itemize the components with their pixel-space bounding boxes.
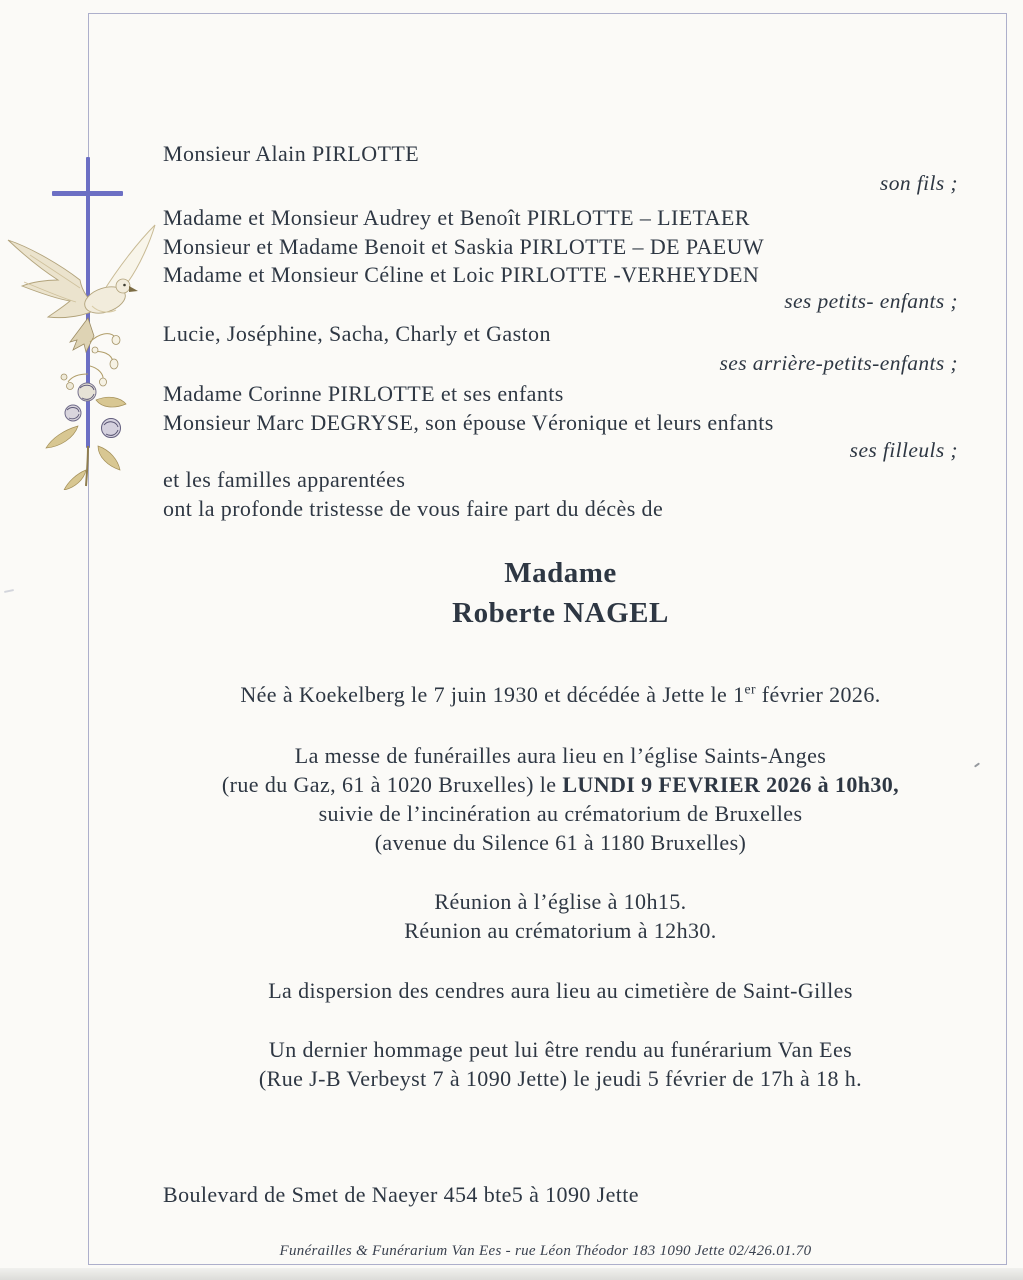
reunion-line: Réunion au crématorium à 12h30. <box>404 918 717 943</box>
mourner-name-line: Madame Corinne PIRLOTTE et ses enfants <box>163 381 564 406</box>
relation-label-great-grandchildren: ses arrière-petits-enfants ; <box>719 351 958 375</box>
ceremony-date-bold: LUNDI 9 FEVRIER 2026 à 10h30, <box>562 772 900 797</box>
funeral-home-footer: Funérailles & Funérarium Van Ees - rue Léon Théodor 183 1090 Jette 02/426.01.70 <box>279 1243 812 1259</box>
closing-line: ont la profonde tristesse de vous faire part du décès de <box>163 496 664 521</box>
closing-line: et les familles apparentées <box>163 467 406 492</box>
ceremony-line: suivie de l’incinération au crématorium de Bruxelles <box>318 801 803 826</box>
reunion-line: Réunion à l’église à 10h15. <box>434 889 687 914</box>
birth-death-text: Née à Koekelberg le 7 juin 1930 et décédée à Jette le 1 <box>240 682 745 707</box>
birth-death-line <box>163 681 958 708</box>
dove-icon <box>8 225 155 352</box>
scan-speck <box>4 589 14 593</box>
relation-label-son: son fils ; <box>879 171 958 195</box>
address-line: Boulevard de Smet de Naeyer 454 bte5 à 1090 Jette <box>163 1182 639 1207</box>
dispersion-line: La dispersion des cendres aura lieu au cimetière de Saint-Gilles <box>268 978 853 1003</box>
ceremony-line <box>163 771 958 798</box>
relation-label-grandchildren: ses petits- enfants ; <box>784 289 958 313</box>
deceased-title: Madame <box>504 557 617 589</box>
ceremony-line: La messe de funérailles aura lieu en l’église Saints-Anges <box>294 743 827 768</box>
mourner-name-line: Monsieur et Madame Benoit et Saskia PIRLOTTE – DE PAEUW <box>163 234 765 259</box>
deceased-name: Roberte NAGEL <box>452 597 669 629</box>
scan-edge-shadow <box>0 1268 1023 1280</box>
ordinal-superscript: er <box>744 681 756 697</box>
cross-dove-decoration <box>0 130 180 490</box>
hommage-line: Un dernier hommage peut lui être rendu au funérarium Van Ees <box>268 1037 853 1062</box>
mourner-name-line: Monsieur Marc DEGRYSE, son épouse Véronique et leurs enfants <box>163 410 774 435</box>
mourner-name-line: Lucie, Joséphine, Sacha, Charly et Gaston <box>163 321 551 346</box>
mourner-name-line: Madame et Monsieur Céline et Loic PIRLOTTE -VERHEYDEN <box>163 262 760 287</box>
mourner-name-line: Madame et Monsieur Audrey et Benoît PIRLOTTE – LIETAER <box>163 205 750 230</box>
ceremony-line: (avenue du Silence 61 à 1180 Bruxelles) <box>374 830 747 855</box>
ceremony-text: (rue du Gaz, 61 à 1020 Bruxelles) le <box>221 772 563 797</box>
mourner-name-line: Monsieur Alain PIRLOTTE <box>163 141 420 166</box>
birth-death-text: février 2026. <box>755 682 881 707</box>
hommage-line: (Rue J-B Verbeyst 7 à 1090 Jette) le jeudi 5 février de 17h à 18 h. <box>258 1066 863 1091</box>
relation-label-godchildren: ses filleuls ; <box>849 438 958 462</box>
